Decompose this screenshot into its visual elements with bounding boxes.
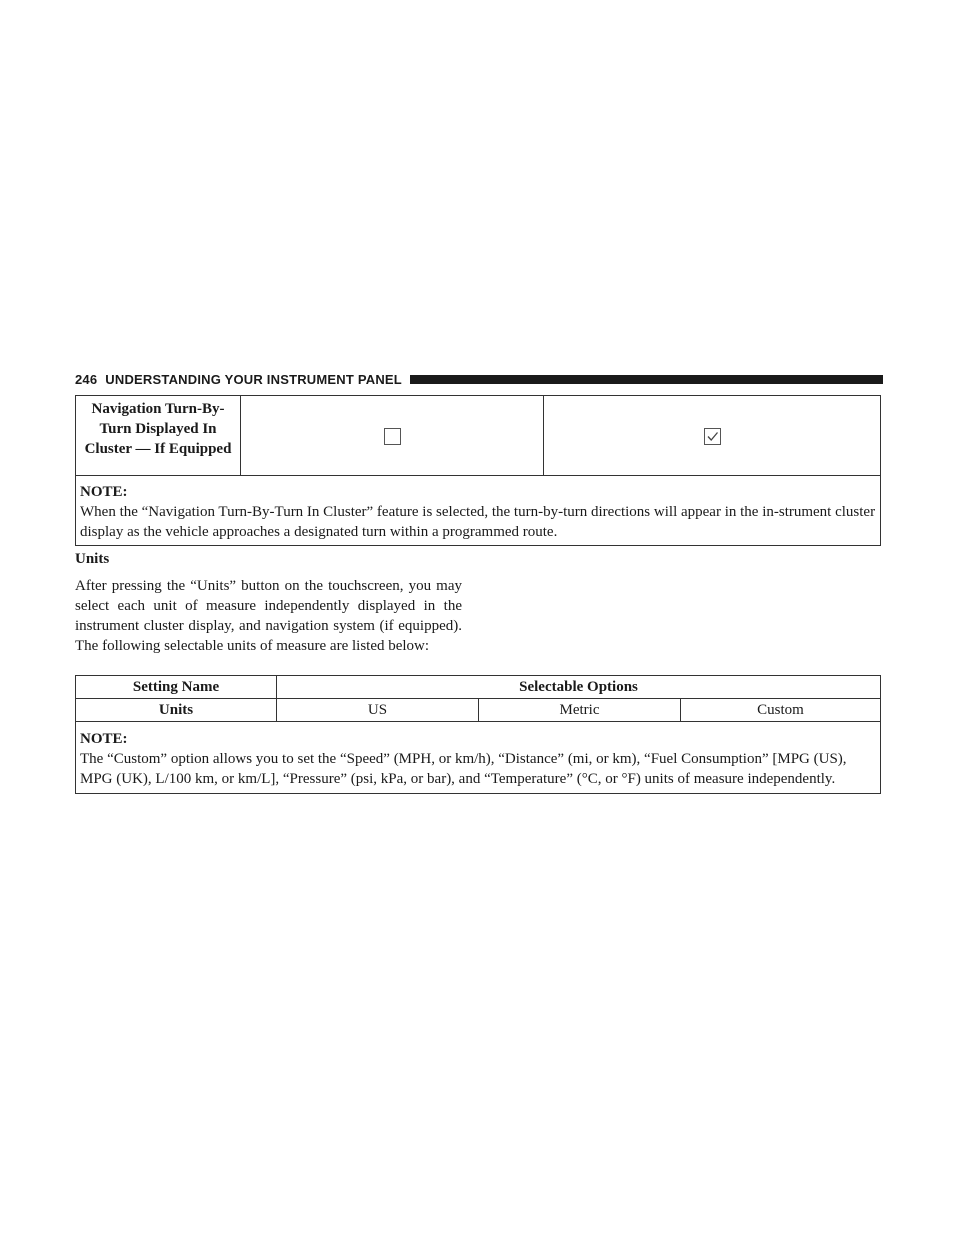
page-header (75, 371, 883, 387)
option-custom: Custom (681, 699, 881, 722)
note-cell (76, 476, 881, 546)
col-header-setting-name: Setting Name (76, 676, 277, 699)
table-row (76, 676, 881, 699)
page-number: 246 (75, 371, 98, 387)
header-rule (410, 375, 883, 384)
option-metric: Metric (479, 699, 681, 722)
navigation-setting-table (75, 395, 881, 546)
setting-name-cell: Navigation Turn-By-Turn Displayed In Cluster — If Equipped (76, 396, 241, 476)
units-paragraph: After pressing the “Units” button on the touchscreen, you may select each unit of measure independently displayed in the instrument cluster display, and navigation system (if equipped). The following selectable units of measure are listed below: (75, 578, 462, 654)
units-options-table (75, 675, 881, 794)
option-cell-checked (544, 396, 881, 476)
table-row (76, 396, 881, 476)
table-row (76, 476, 881, 546)
section-title: UNDERSTANDING YOUR INSTRUMENT PANEL (105, 371, 402, 387)
note-text: When the “Navigation Turn-By-Turn In Cluster” feature is selected, the turn-by-turn directions will appear in the in-strument cluster display as the vehicle approaches a designated turn within a programmed route. (80, 504, 876, 540)
table-row (76, 699, 881, 722)
note-text: The “Custom” option allows you to set the “Speed” (MPH, or km/h), “Distance” (mi, or km), “Fuel Consumption” [MPG (US), MPG (UK), L/100 km, or km/L], “Pressure” (psi, kPa, or bar), and “Temperature” (°C, or °F) units of measure independently. (80, 751, 847, 787)
row-label-units: Units (76, 699, 277, 722)
col-header-selectable-options: Selectable Options (277, 676, 881, 699)
option-us: US (277, 699, 479, 722)
unchecked-box-icon (384, 428, 401, 445)
option-cell-unchecked (241, 396, 544, 476)
units-heading: Units (75, 551, 110, 567)
note-label: NOTE: (80, 484, 128, 500)
note-label: NOTE: (80, 731, 128, 747)
note-cell (76, 722, 881, 794)
table-row (76, 722, 881, 794)
checked-box-icon (704, 428, 721, 445)
